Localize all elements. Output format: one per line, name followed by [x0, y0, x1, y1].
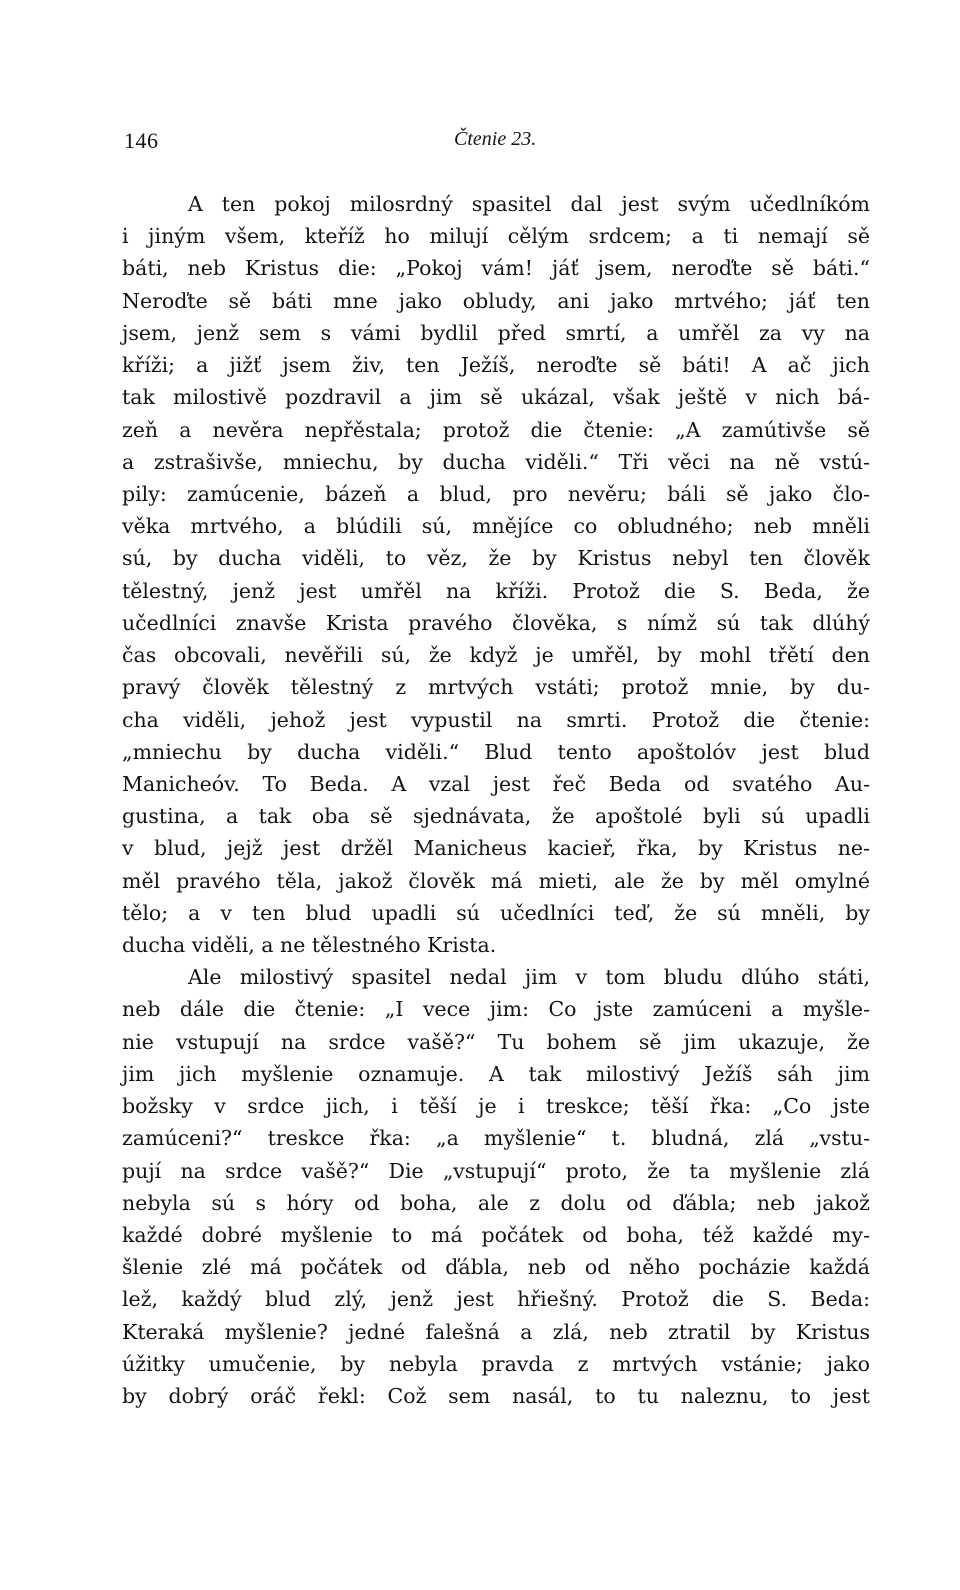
text-line: nebyla sú s hóry od boha, ale z dolu od ďábla; neb jakož [122, 1190, 870, 1215]
text-line: v blud, jejž jest držěl Manicheus kacieř, řka, by Kristus ne- [122, 836, 870, 861]
text-line: a zstrašivše, mniechu, by ducha viděli.“ Tři věci na ně vstú- [122, 449, 870, 474]
text-line: pují na srdce vašě?“ Die „vstupují“ proto, že ta myšlenie zlá [122, 1158, 870, 1183]
text-line: neb dále die čtenie: „I vece jim: Co jste zamúceni a myšle- [122, 997, 870, 1022]
page-header [124, 128, 870, 164]
text-line: A ten pokoj milosrdný spasitel dal jest svým učedlníkóm [188, 192, 870, 216]
text-line: by dobrý oráč řekl: Což sem nasál, to tu naleznu, to jest [122, 1384, 870, 1409]
text-line: pravý člověk tělestný z mrtvých vstáti; protož mnie, by du- [122, 675, 870, 700]
text-line: Ale milostivý spasitel nedal jim v tom bludu dlúho státi, [188, 965, 870, 990]
text-line: Manicheóv. To Beda. A vzal jest řeč Beda od svatého Au- [122, 771, 870, 796]
text-line: lež, každý blud zlý, jenž jest hřiešný. Protož die S. Beda: [122, 1287, 870, 1312]
text-line: jsem, jenž sem s vámi bydlil před smrtí, a umřěl za vy na [122, 320, 870, 345]
text-line: pily: zamúcenie, bázeň a blud, pro nevěru; báli sě jako člo- [122, 481, 870, 506]
text-line: tělo; a v ten blud upadli sú učedlníci teď, že sú mněli, by [122, 900, 870, 925]
text-line: ducha viděli, a ne tělestného Krista. [122, 933, 497, 958]
text-line: zamúceni?“ treskce řka: „a myšlenie“ t. bludná, zlá „vstu- [122, 1126, 870, 1151]
text-line: učedlníci znavše Krista pravého člověka, s nímž sú tak dlúhý [122, 610, 870, 635]
running-head: Čtenie 23. [454, 128, 537, 150]
text-line: kříži; a jižť jsem živ, ten Ježíš, neroďte sě báti! A ač jich [122, 353, 870, 378]
text-line: čas obcovali, nevěřili sú, že když je umřěl, by mohl třětí den [122, 643, 870, 668]
text-line: Kteraká myšlenie? jedné falešná a zlá, neb ztratil by Kristus [122, 1319, 870, 1344]
text-line: jim jich myšlenie oznamuje. A tak milostivý Ježíš sáh jim [122, 1061, 870, 1086]
text-line: nie vstupují na srdce vašě?“ Tu bohem sě jim ukazuje, že [122, 1029, 870, 1054]
page-number: 146 [124, 128, 159, 153]
text-line: šlenie zlé má počátek od ďábla, neb od něho pocházie každá [122, 1255, 870, 1280]
text-line: „mniechu by ducha viděli.“ Blud tento apoštolóv jest blud [122, 739, 870, 764]
text-line: i jiným všem, kteříž ho milují cělým srdcem; a ti nemají sě [122, 224, 870, 249]
text-line: zeň a nevěra nepřěstala; protož die čtenie: „A zamútivše sě [122, 417, 870, 442]
text-line: tělestný, jenž jest umřěl na kříži. Protož die S. Beda, že [122, 578, 870, 603]
text-line: tak milostivě pozdravil a jim sě ukázal, však ještě v nich bá- [122, 385, 870, 410]
text-line: gustina, a tak oba sě sjednávata, že apoštolé byli sú upadli [122, 804, 870, 829]
text-line: báti, neb Kristus die: „Pokoj vám! jáť jsem, neroďte sě báti.“ [122, 256, 870, 281]
text-line: Neroďte sě báti mne jako obludy, ani jako mrtvého; jáť ten [122, 288, 870, 313]
text-line: božsky v srdce jich, i těší je i treskce; těší řka: „Co jste [122, 1094, 870, 1119]
text-line: sú, by ducha viděli, to věz, že by Kristus nebyl ten člověk [122, 546, 870, 571]
text-line: věka mrtvého, a blúdili sú, mnějíce co obludného; neb mněli [122, 514, 870, 539]
text-line: každé dobré myšlenie to má počátek od boha, též každé my- [122, 1223, 870, 1247]
text-line: úžitky umučenie, by nebyla pravda z mrtvých vstánie; jako [122, 1351, 870, 1376]
body-text [122, 188, 870, 1412]
text-line: měl pravého těla, jakož člověk má mieti, ale že by měl omylné [122, 868, 870, 893]
text-line: cha viděli, jehož jest vypustil na smrti. Protož die čtenie: [122, 707, 870, 732]
